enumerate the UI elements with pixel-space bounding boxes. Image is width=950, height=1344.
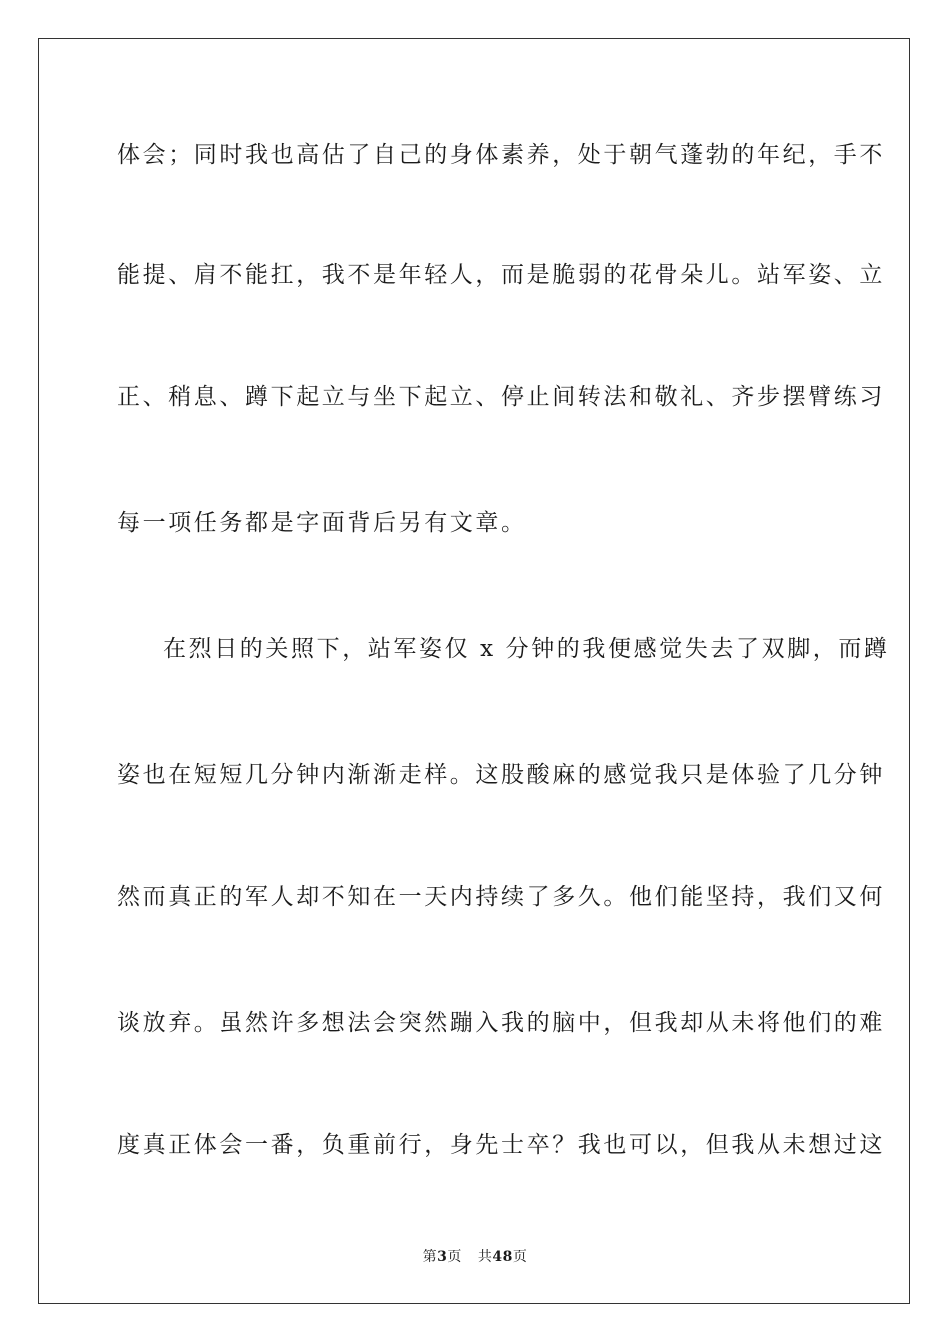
text-line: 能提、肩不能扛，我不是年轻人，而是脆弱的花骨朵儿。站军姿、立 bbox=[117, 262, 885, 288]
page-prefix: 第 bbox=[422, 1249, 438, 1265]
page-footer bbox=[0, 1246, 950, 1266]
total-pages: 48 bbox=[492, 1249, 513, 1265]
text-line: 体会；同时我也高估了自己的身体素养，处于朝气蓬勃的年纪，手不 bbox=[117, 142, 885, 168]
text-line-paragraph-start: 在烈日的关照下，站军姿仅 x 分钟的我便感觉失去了双脚，而蹲 bbox=[163, 636, 890, 662]
text-line: 正、稍息、蹲下起立与坐下起立、停止间转法和敬礼、齐步摆臂练习 bbox=[117, 384, 885, 410]
page-suffix: 页 bbox=[447, 1249, 462, 1265]
text-line: 谈放弃。虽然许多想法会突然蹦入我的脑中，但我却从未将他们的难 bbox=[117, 1010, 885, 1036]
total-prefix: 共 bbox=[477, 1249, 493, 1265]
page-number: 3 bbox=[437, 1249, 448, 1265]
text-line: 姿也在短短几分钟内渐渐走样。这股酸麻的感觉我只是体验了几分钟 bbox=[117, 762, 885, 788]
text-line: 每一项任务都是字面背后另有文章。 bbox=[117, 510, 527, 536]
total-suffix: 页 bbox=[512, 1249, 528, 1265]
text-line: 然而真正的军人却不知在一天内持续了多久。他们能坚持，我们又何 bbox=[117, 884, 885, 910]
text-line: 度真正体会一番，负重前行，身先士卒？我也可以，但我从未想过这 bbox=[117, 1132, 885, 1158]
page-border bbox=[38, 38, 910, 1304]
